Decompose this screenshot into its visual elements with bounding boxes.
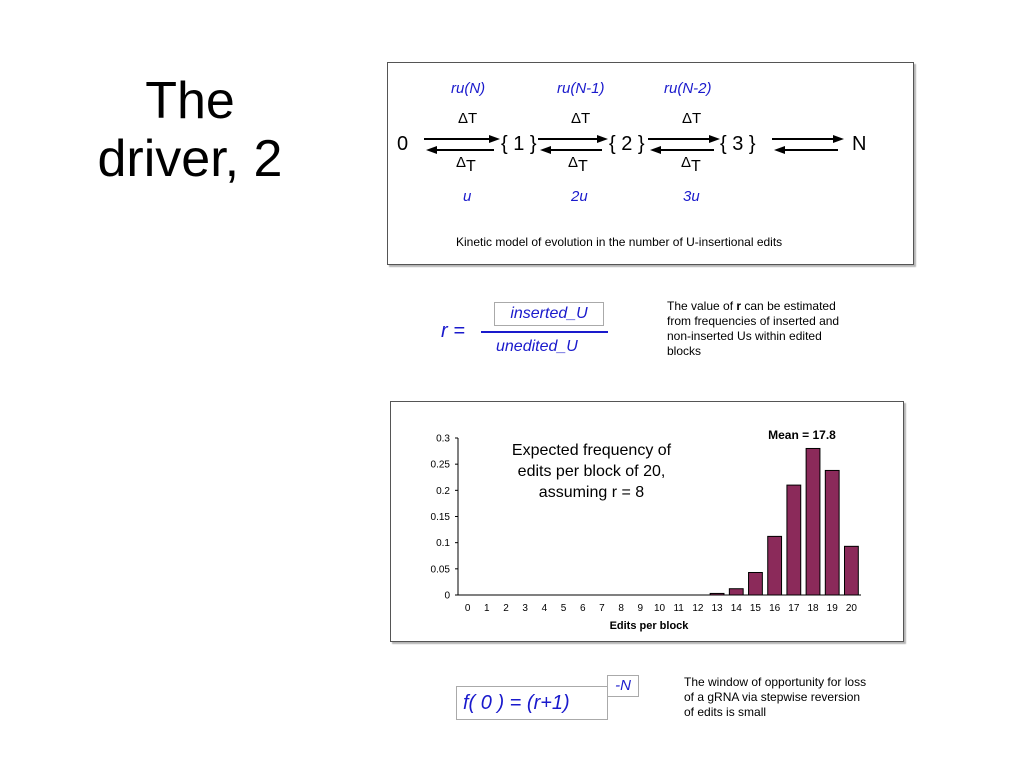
x-tick-label: 14 bbox=[730, 603, 742, 614]
delta-t-top-2: ΔT bbox=[571, 110, 591, 127]
arrow-pair-1-2 bbox=[538, 135, 608, 154]
backward-rate-1: u bbox=[463, 188, 472, 205]
y-tick-label: 0 bbox=[444, 590, 450, 602]
bar-15 bbox=[749, 572, 763, 595]
x-tick-label: 5 bbox=[560, 603, 567, 614]
bar-14 bbox=[729, 589, 743, 595]
bar-19 bbox=[825, 470, 839, 595]
backward-rate-2: 2u bbox=[571, 188, 588, 205]
f-formula-exponent: -N bbox=[615, 677, 631, 694]
x-tick-label: 11 bbox=[673, 603, 684, 614]
x-tick-label: 19 bbox=[826, 603, 838, 614]
slide-title bbox=[40, 72, 340, 188]
state-2: { 2 } bbox=[609, 133, 645, 155]
r-denominator: unedited_U bbox=[496, 338, 578, 355]
forward-rate-1: ru(N) bbox=[451, 80, 486, 97]
kinetic-caption: Kinetic model of evolution in the number of U-insertional edits bbox=[456, 235, 783, 249]
forward-rate-2: ru(N-1) bbox=[557, 80, 605, 97]
bar-17 bbox=[787, 485, 801, 595]
state-1: { 1 } bbox=[501, 133, 537, 155]
x-tick-label: 9 bbox=[637, 603, 644, 614]
x-tick-label: 6 bbox=[579, 603, 586, 614]
kinetic-model-panel bbox=[387, 62, 914, 265]
frequency-bar-chart bbox=[391, 402, 903, 641]
r-formula-lhs: r = bbox=[441, 320, 465, 342]
x-tick-label: 10 bbox=[653, 603, 666, 614]
backward-rate-3: 3u bbox=[683, 188, 700, 205]
x-tick-label: 15 bbox=[749, 603, 762, 614]
y-tick-label: 0.3 bbox=[436, 433, 450, 445]
slide-title-line2: driver, 2 bbox=[97, 130, 283, 188]
y-tick-label: 0.2 bbox=[436, 485, 450, 497]
x-tick-label: 17 bbox=[788, 603, 800, 614]
exponent-box bbox=[607, 675, 639, 697]
y-tick-label: 0.05 bbox=[430, 564, 450, 576]
x-tick-label: 12 bbox=[692, 603, 704, 614]
x-tick-label: 16 bbox=[769, 603, 781, 614]
delta-t-top-3: ΔT bbox=[682, 110, 702, 127]
f-formula-box bbox=[456, 686, 608, 720]
y-tick-label: 0.25 bbox=[430, 459, 450, 471]
state-n: N bbox=[852, 133, 867, 155]
x-tick-label: 7 bbox=[599, 603, 605, 614]
x-tick-label: 8 bbox=[618, 603, 624, 614]
y-tick-label: 0.1 bbox=[436, 538, 450, 550]
state-3: { 3 } bbox=[720, 133, 756, 155]
x-tick-label: 20 bbox=[845, 603, 857, 614]
x-tick-label: 13 bbox=[711, 603, 723, 614]
arrow-pair-2-3 bbox=[648, 135, 720, 154]
state-0: 0 bbox=[397, 133, 409, 155]
numerator-box bbox=[494, 302, 604, 326]
x-axis-label: Edits per block bbox=[609, 620, 689, 632]
x-tick-label: 3 bbox=[522, 603, 528, 614]
frequency-chart-panel bbox=[390, 401, 904, 642]
mean-annotation: Mean = 17.8 bbox=[768, 428, 836, 442]
x-tick-label: 1 bbox=[484, 603, 490, 614]
r-formula-note: The value of r can be estimated from frequencies of inserted and non-inserted Us within edited blocks bbox=[667, 299, 840, 358]
x-tick-label: 2 bbox=[503, 603, 509, 614]
x-tick-label: 0 bbox=[464, 603, 471, 614]
fraction-bar bbox=[481, 331, 608, 333]
r-numerator: inserted_U bbox=[510, 305, 588, 322]
delta-t-top-1: ΔT bbox=[458, 110, 478, 127]
arrow-pair-3-n bbox=[772, 135, 844, 154]
bar-18 bbox=[806, 448, 820, 595]
forward-rate-3: ru(N-2) bbox=[664, 80, 712, 97]
f-formula-lhs: f( 0 ) = (r+1) bbox=[463, 692, 570, 714]
bar-20 bbox=[844, 546, 858, 595]
slide-title-line1: The bbox=[145, 72, 235, 130]
delta-t-bottom-2: $\Delta_T$ bbox=[568, 154, 588, 175]
bar-16 bbox=[768, 536, 782, 595]
x-tick-label: 18 bbox=[807, 603, 819, 614]
delta-t-bottom-1: $\Delta_T$ bbox=[456, 154, 476, 175]
chart-title: Expected frequency of edits per block of 20, assuming r = 8 bbox=[511, 442, 672, 501]
x-tick-label: 4 bbox=[541, 603, 548, 614]
y-tick-label: 0.15 bbox=[430, 512, 450, 523]
f-formula-note: The window of opportunity for loss of a gRNA via stepwise reversion of edits is small bbox=[684, 675, 867, 719]
arrow-pair-0-1 bbox=[424, 135, 500, 154]
delta-t-bottom-3: $\Delta_T$ bbox=[681, 154, 701, 175]
